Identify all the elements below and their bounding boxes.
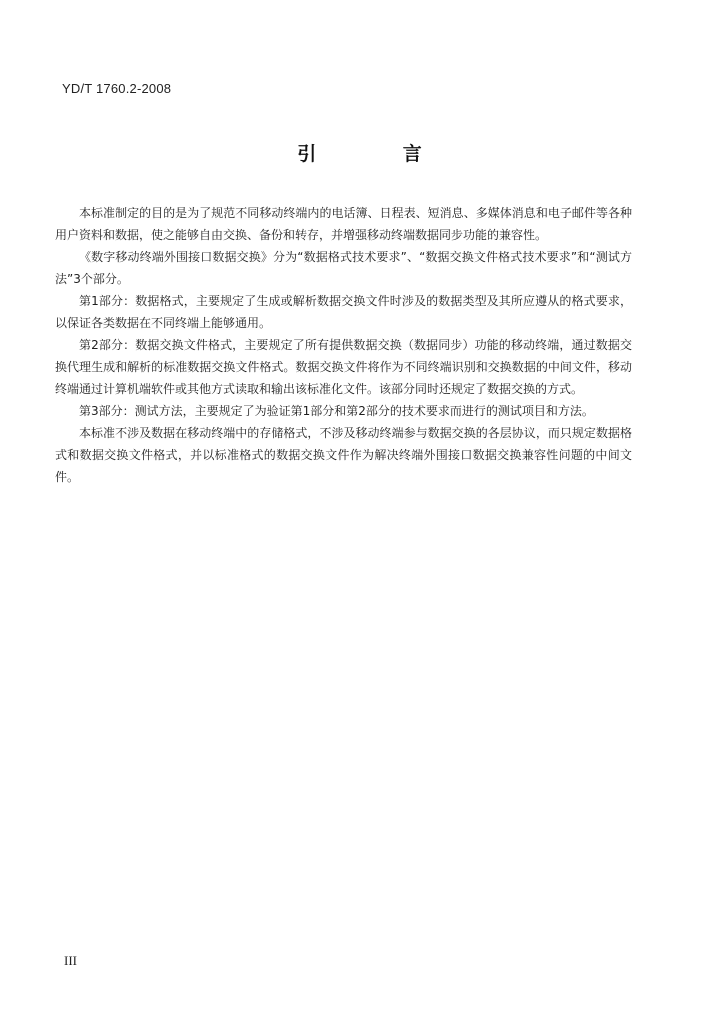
paragraph-part-1: 第1部分：数据格式，主要规定了生成或解析数据交换文件时涉及的数据类型及其所应遵从的格式要求，以保证各类数据在不同终端上能够通用。 [55, 294, 632, 330]
page-number: III [64, 953, 77, 968]
page-title: 引 言 [297, 143, 462, 165]
paragraph-part-2: 第2部分：数据交换文件格式，主要规定了所有提供数据交换（数据同步）功能的移动终端，通过数据交换代理生成和解析的标准数据交换文件格式。数据交换文件将作为不同终端识别和交换数据的中间文件，移动终端通过计算机端软件或其他方式读取和输出该标准化文件。该部分同时还规定了数据交换的方式。 [55, 338, 632, 396]
paragraph-scope: 本标准不涉及数据在移动终端中的存储格式，不涉及移动终端参与数据交换的各层协议，而只规定数据格式和数据交换文件格式，并以标准格式的数据交换文件作为解决终端外围接口数据交换兼容性问题的中间文件。 [55, 426, 632, 484]
body-text [55, 202, 632, 488]
paragraph-structure: 《数字移动终端外围接口数据交换》分为“数据格式技术要求”、“数据交换文件格式技术要求”和“测试方法”3个部分。 [55, 250, 632, 286]
paragraph-part-3: 第3部分：测试方法，主要规定了为验证第1部分和第2部分的技术要求而进行的测试项目和方法。 [79, 404, 594, 418]
document-code: YD/T 1760.2-2008 [62, 81, 172, 96]
paragraph-purpose: 本标准制定的目的是为了规范不同移动终端内的电话簿、日程表、短消息、多媒体消息和电子邮件等各种用户资料和数据，使之能够自由交换、备份和转存，并增强移动终端数据同步功能的兼容性。 [55, 206, 632, 242]
